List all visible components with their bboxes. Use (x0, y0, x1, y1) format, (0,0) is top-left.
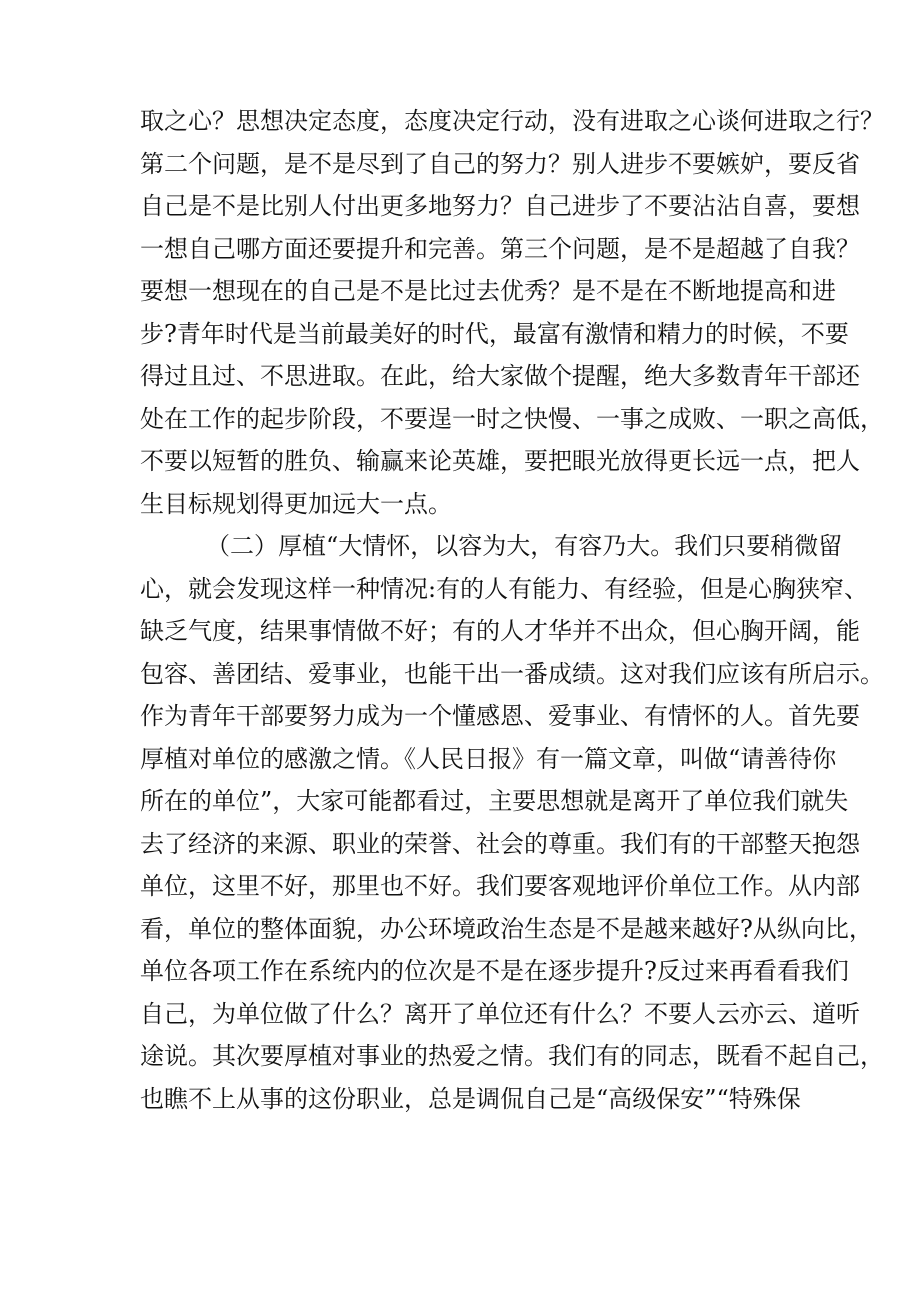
text-line: 心，就会发现这样一种情况:有的人有能力、有经验，但是心胸狭窄、 (140, 574, 869, 603)
text-line: 途说。其次要厚植对事业的热爱之情。我们有的同志，既看不起自己， (140, 1042, 884, 1070)
text-line: 处在工作的起步阶段，不要逞一时之快慢、一事之成败、一职之高低， (140, 404, 884, 433)
text-line: 也瞧不上从事的这份职业，总是调侃自己是“高级保安”“特殊保 (140, 1084, 801, 1113)
text-line: 看，单位的整体面貌，办公环境政治生态是不是越来越好?从纵向比， (140, 914, 873, 943)
text-line: 厚植对单位的感激之情。《人民日报》有一篇文章，叫做“请善待你 (140, 744, 837, 773)
text-line: 单位各项工作在系统内的位次是不是在逐步提升?反过来再看看我们 (140, 957, 849, 985)
text-line: 取之心？思想决定态度，态度决定行动，没有进取之心谈何进取之行？ (140, 107, 884, 135)
text-line: 包容、善团结、爱事业，也能干出一番成绩。这对我们应该有所启示。 (140, 659, 884, 688)
text-line: 作为青年干部要努力成为一个懂感恩、爱事业、有情怀的人。首先要 (140, 702, 860, 730)
paragraph-2 (140, 525, 884, 1120)
text-line: 自己，为单位做了什么？离开了单位还有什么？不要人云亦云、道听 (140, 999, 860, 1028)
body-text (140, 100, 884, 1120)
text-line: 得过且过、不思进取。在此，给大家做个提醒，绝大多数青年干部还 (140, 362, 860, 390)
text-line: 要想一想现在的自己是不是比过去优秀？是不是在不断地提高和进 (140, 277, 836, 305)
text-line: （二）厚植“大情怀，以容为大，有容乃大。我们只要稍微留 (206, 532, 843, 560)
text-line: 一想自己哪方面还要提升和完善。第三个问题，是不是超越了自我？ (140, 234, 860, 263)
text-line: 生目标规划得更加远大一点。 (140, 489, 452, 518)
text-line: 去了经济的来源、职业的荣誉、社会的尊重。我们有的干部整天抱怨 (140, 829, 860, 858)
text-line: 单位，这里不好，那里也不好。我们要客观地评价单位工作。从内部 (140, 872, 860, 900)
text-line: 缺乏气度，结果事情做不好；有的人才华并不出众，但心胸开阔，能 (140, 617, 860, 645)
text-line: 所在的单位”，大家可能都看过，主要思想就是离开了单位我们就失 (140, 787, 849, 815)
text-line: 步?青年时代是当前最美好的时代，最富有激情和精力的时候，不要 (140, 319, 849, 348)
paragraph-1 (140, 100, 884, 525)
text-line: 不要以短暂的胜负、输赢来论英雄，要把眼光放得更长远一点，把人 (140, 447, 860, 475)
text-line: 第二个问题，是不是尽到了自己的努力？别人进步不要嫉妒，要反省 (140, 149, 860, 178)
text-line: 自己是不是比别人付出更多地努力？自己进步了不要沾沾自喜，要想 (140, 192, 860, 220)
